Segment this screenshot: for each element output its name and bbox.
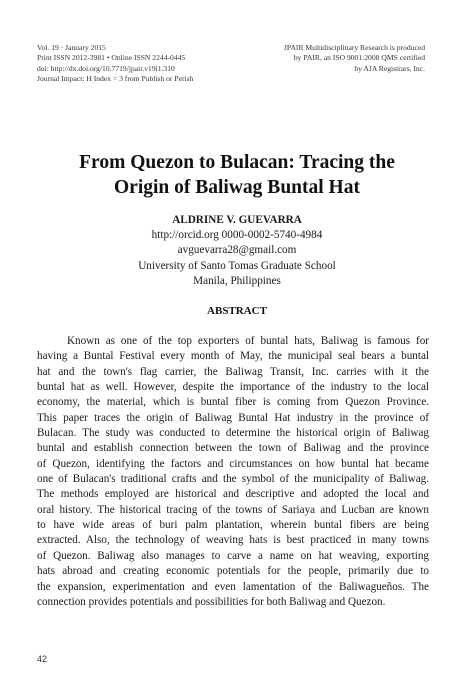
abstract-body [37,334,429,610]
publisher-line-1: JPAIR Multidisciplinary Research is produced [283,43,425,52]
abstract-line: hat and the town's flag carrier, the Baliwag Transit, Inc. carries with it the [37,365,429,378]
abstract-line: hats abroad and creating economic potentials for the people, primarily due to [37,565,429,578]
abstract-line: of Quezon. Baliwag also manages to carve a name on hat weaving, exporting [37,549,429,562]
abstract-line: extracted. Also, the technology of weaving hats is best practiced in many towns [37,534,429,547]
abstract-line: the expansion, experimentation and even lamentation of the Baliwagueños. The [37,580,429,593]
abstract-line: Bulacan. The study was conducted to determine the historical origin of Baliwag [37,427,429,440]
impact-line: Journal Impact: H Index = 3 from Publish or Perish [37,74,194,84]
title-line-2: Origin of Baliwag Buntal Hat [114,177,360,198]
journal-metadata [37,43,247,85]
abstract-line: oral history. The historical tracing of the towns of Sariaya and Lucban are known [37,503,429,516]
volume-line: Vol. 19 · January 2015 [37,43,106,52]
author-location: Manila, Philippines [193,274,281,287]
abstract-line: to have wide areas of buri palm plantation, wherein buntal fibers are being [37,519,429,532]
author-orcid: http://orcid.org 0000-0002-5740-4984 [151,229,323,242]
abstract-line: of Quezon, identifying the factors and circumstances on how buntal hat became [37,457,429,470]
abstract-line: buntal and establish connection between the town of Baliwag and the province [37,442,429,455]
publisher-line-3: by AJA Registrars, Inc. [354,63,425,73]
author-affiliation: University of Santo Tomas Graduate School [138,259,336,272]
title-line-1: From Quezon to Bulacan: Tracing the [79,152,395,173]
abstract-line: one of Bulacan's traditional crafts and the symbol of the municipality of Baliwag. [37,473,429,486]
abstract-heading: ABSTRACT [207,305,267,317]
author-block [60,213,414,289]
abstract-line: This paper traces the origin of Baliwag Buntal Hat industry in the province of [37,411,429,424]
doi-line: doi: http://dx.doi.org/10.7719/jpair.v19i1.310 [37,63,175,73]
publisher-line-2: by PAIR, an ISO 9001:2008 QMS certified [293,53,425,63]
abstract-line: Known as one of the top exporters of buntal hats, Baliwag is famous for [67,335,429,347]
paper-title [30,150,444,200]
page-number: 42 [37,654,48,664]
issn-line: Print ISSN 2012-3981 • Online ISSN 2244-0445 [37,53,186,63]
author-name: ALDRINE V. GUEVARRA [172,214,302,226]
publisher-note [225,43,425,74]
abstract-line: The methods employed are historical and descriptive and adopted the local and [37,488,429,501]
abstract-line: buntal hat as well. However, despite the importance of the industry to the local [37,381,429,394]
abstract-line: having a Buntal Festival every month of May, the municipal seal bears a buntal [37,350,429,363]
abstract-line: connection provides potentials and possibilities for both Baliwag and Quezon. [37,595,386,608]
author-email: avguevarra28@gmail.com [177,244,297,257]
abstract-line: economy, the material, which is buntal fiber is coming from Quezon Province. [37,396,429,409]
